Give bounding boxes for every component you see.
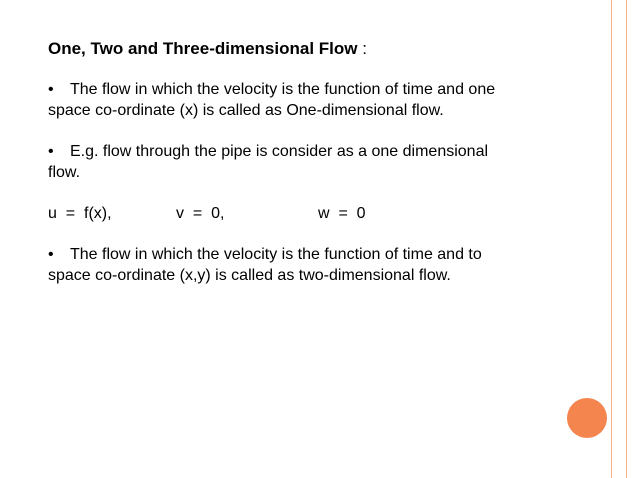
slide-title-colon: : [357, 39, 367, 58]
equation-w: w = 0 [318, 205, 366, 222]
paragraph-text: The flow in which the velocity is the function of time and to space co-ordinate (x,y) is called as two-dimensional flow. [48, 246, 482, 284]
slide-title [48, 38, 518, 59]
paragraph-text: The flow in which the velocity is the function of time and one space co-ordinate (x) is called as One-dimensional flow. [48, 81, 496, 119]
paragraph-two-dimensional [48, 244, 518, 286]
decorative-border [611, 0, 627, 478]
paragraph-example [48, 141, 518, 183]
accent-circle [567, 398, 607, 438]
paragraph-one-dimensional [48, 79, 518, 121]
slide-content [48, 38, 518, 306]
equation-v: v = 0, [176, 205, 225, 222]
bullet-icon: • [48, 246, 54, 263]
equation-u: u = f(x), [48, 205, 112, 222]
equation-row [48, 203, 518, 224]
paragraph-text: E.g. flow through the pipe is consider as a one dimensional flow. [48, 143, 489, 181]
bullet-icon: • [48, 143, 54, 160]
bullet-icon: • [48, 81, 54, 98]
slide-title-text: One, Two and Three-dimensional Flow [48, 39, 358, 58]
